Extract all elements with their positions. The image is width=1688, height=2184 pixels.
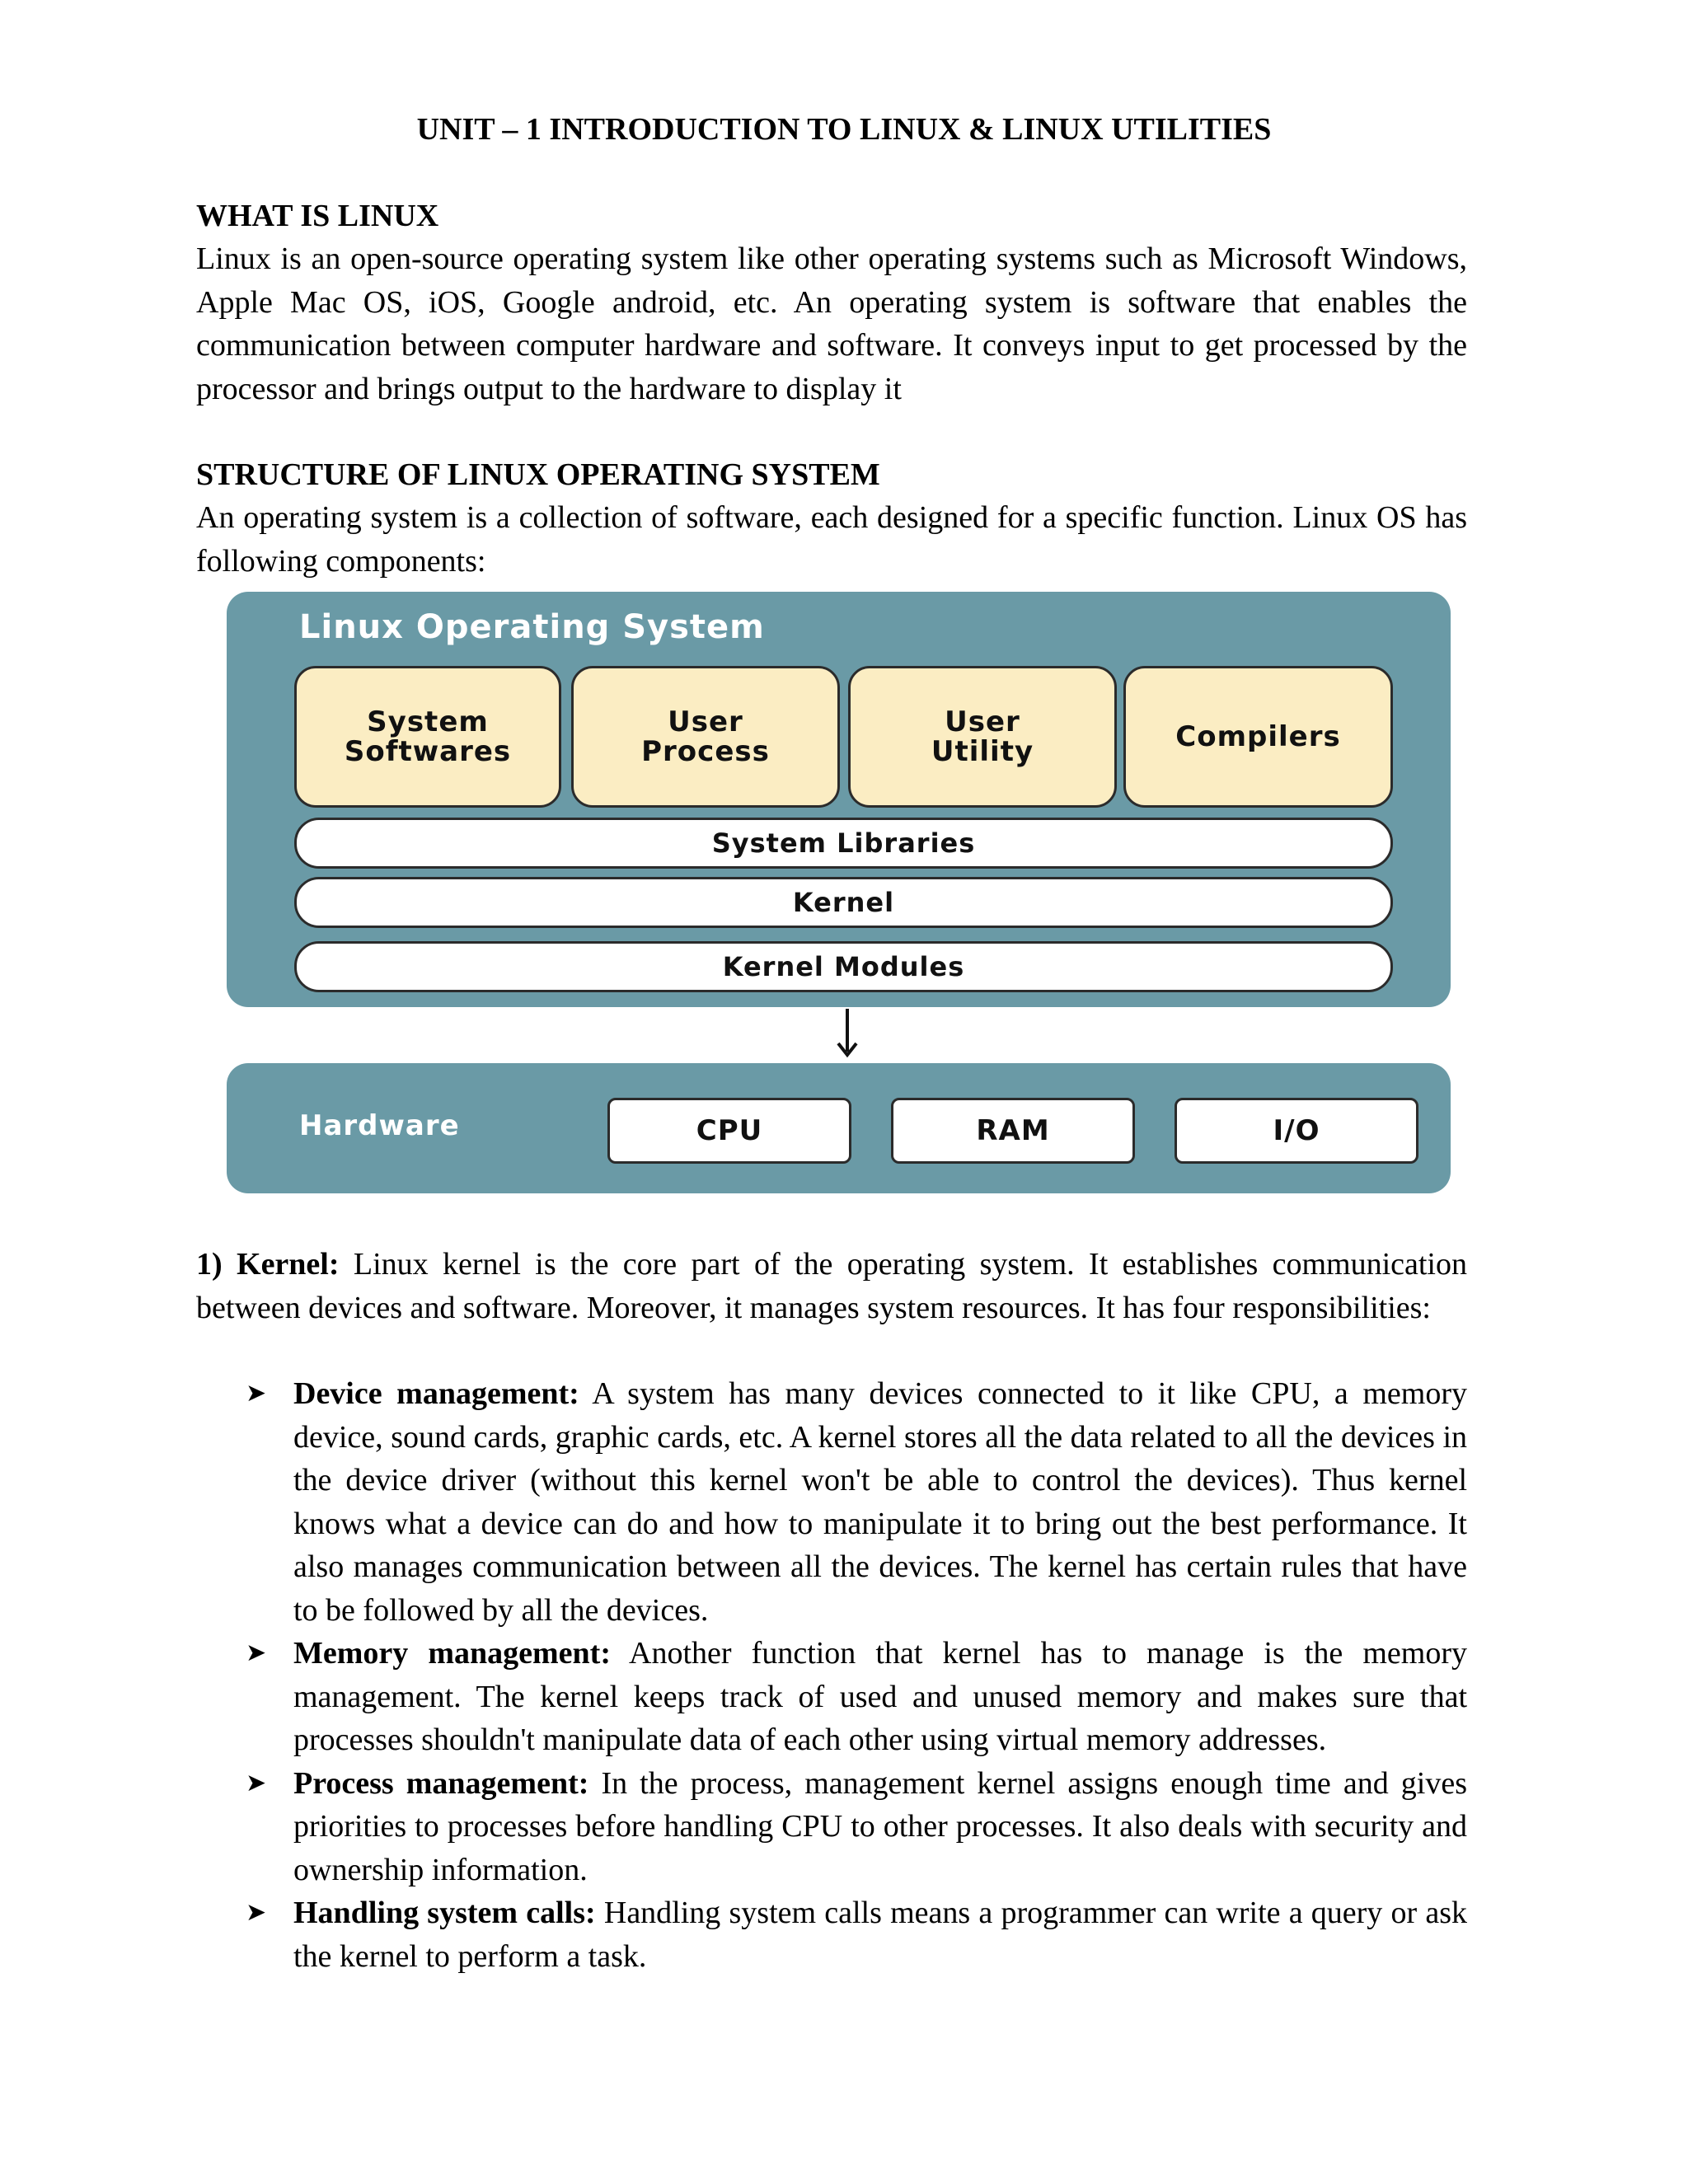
hardware-panel: [227, 1063, 1451, 1193]
linux-os-diagram: [227, 592, 1451, 1007]
arrowhead-bullet-icon: ➤: [246, 1379, 267, 1408]
list-item-term: Handling system calls:: [293, 1896, 596, 1930]
down-arrow-icon: [835, 1009, 860, 1058]
layer-kernel-modules: Kernel Modules: [294, 941, 1393, 992]
section-heading-structure: STRUCTURE OF LINUX OPERATING SYSTEM: [196, 457, 880, 492]
kernel-label: 1) Kernel:: [196, 1247, 340, 1282]
hardware-cpu: CPU: [607, 1098, 851, 1164]
section-heading-what-is-linux: WHAT IS LINUX: [196, 199, 439, 233]
arrowhead-bullet-icon: ➤: [246, 1768, 267, 1797]
list-item-text: Handling system calls means a programmer can write a query or ask the kernel to perform a task.: [293, 1896, 1468, 1974]
list-item: [196, 1372, 1467, 1632]
list-item: [196, 1762, 1467, 1892]
list-item-term: Memory management:: [293, 1636, 611, 1671]
component-system-softwares: System Softwares: [294, 666, 561, 808]
list-item-text: In the process, management kernel assigns enough time and gives priorities to processes before handling CPU to other processes. It also deals with security and ownership information.: [293, 1765, 1467, 1887]
list-item: [196, 1891, 1467, 1978]
arrowhead-bullet-icon: ➤: [246, 1898, 267, 1927]
kernel-paragraph: [196, 1243, 1467, 1329]
list-item-text: Another function that kernel has to manage is the memory management. The kernel keeps track of used and unused memory and makes sure that processes shouldn't manipulate data of each other using virtual memory addresses.: [293, 1636, 1467, 1757]
hardware-io: I/O: [1175, 1098, 1418, 1164]
page-title: UNIT – 1 INTRODUCTION TO LINUX & LINUX UTILITIES: [416, 112, 1272, 147]
component-user-utility: User Utility: [848, 666, 1117, 808]
component-compilers: Compilers: [1123, 666, 1393, 808]
hardware-label: Hardware: [299, 1109, 460, 1142]
list-item-term: Process management:: [293, 1765, 589, 1801]
list-item-text: A system has many devices connected to it like CPU, a memory device, sound cards, graphic cards, etc. A kernel stores all the data related to all the devices in the device driver (without this kernel won't be able to control the devices). Thus kernel knows what a device can do and how to manipulate it to bring out the best performance. It also manages communication between all the devices. The kernel has certain rules that have to be followed by all the devices.: [293, 1376, 1467, 1628]
list-item-term: Device management:: [293, 1376, 579, 1411]
component-user-process: User Process: [571, 666, 840, 808]
diagram-title: Linux Operating System: [299, 608, 765, 646]
kernel-responsibilities-list: [196, 1372, 1467, 1978]
what-is-linux-paragraph: Linux is an open-source operating system like other operating systems such as Microsoft Windows, Apple Mac OS, iOS, Google android, etc. An operating system is software that enables the communication between computer hardware and software. It conveys input to get processed by the processor and brings output to the hardware to display it: [196, 241, 1467, 406]
list-item: [196, 1632, 1467, 1762]
hardware-ram: RAM: [891, 1098, 1135, 1164]
arrowhead-bullet-icon: ➤: [246, 1638, 267, 1667]
layer-system-libraries: System Libraries: [294, 818, 1393, 869]
kernel-text: Linux kernel is the core part of the operating system. It establishes communication between devices and software. Moreover, it manages system resources. It has four responsibilities:: [196, 1247, 1467, 1325]
structure-paragraph: An operating system is a collection of software, each designed for a specific function. Linux OS has following components:: [196, 500, 1467, 579]
layer-kernel: Kernel: [294, 877, 1393, 928]
